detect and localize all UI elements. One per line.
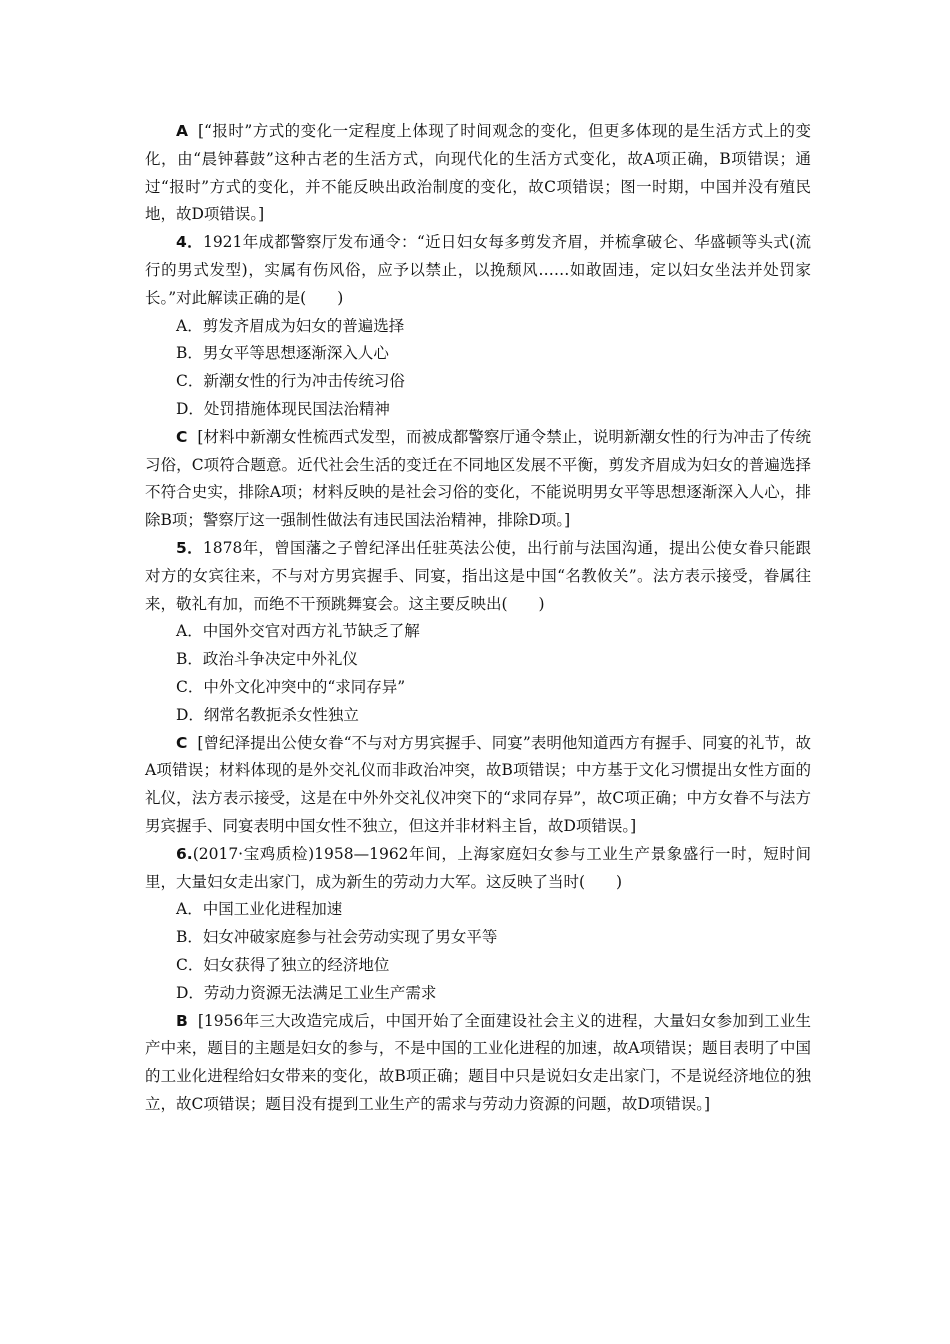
question-4 [145,229,811,312]
option-a: A．中国外交官对西方礼节缺乏了解 [176,622,420,641]
option-d: D．纲常名教扼杀女性独立 [176,705,359,724]
question-number: 5． [176,538,203,557]
explanation-text: [1956年三大改造完成后，中国开始了全面建设社会主义的进程，大量妇女参加到工业生产中来，题目的主题是妇女的参与，不是中国的工业化进程的加速，故A项错误；题目表明了中国的工业化进程给妇女带来的变化，故B项正确；题目中只是说妇女走出家门，不是说经济地位的独立，故C项错误；题目没有提到工业生产的需求与劳动力资源的问题，故D项错误。] [145,1011,811,1113]
explanation-text: [曾纪泽提出公使女眷“不与对方男宾握手、同宴”表明他知道西方有握手、同宴的礼节，故A项错误；材料体现的是外交礼仪而非政治冲突，故B项错误；中方基于文化习惯提出女性方面的礼仪，法方表示接受，这是在中外外交礼仪冲突下的“求同存异”，故C项正确；中方女眷不与法方男宾握手、同宴表明中国女性不独立，但这并非材料主旨，故D项错误。] [145,733,811,835]
option-d: D．处罚措施体现民国法治精神 [176,399,390,418]
question-text: (2017·宝鸡质检)1958—1962年间，上海家庭妇女参与工业生产景象盛行一时，短时间里，大量妇女走出家门，成为新生的劳动力大军。这反映了当时( ) [145,844,811,891]
question-number: 4． [176,233,203,252]
option-a: A．中国工业化进程加速 [176,900,343,919]
option-d: D．劳动力资源无法满足工业生产需求 [176,983,437,1002]
question-5 [145,535,811,618]
option-c: C．中外文化冲突中的“求同存异” [176,677,406,696]
question-text: 1878年，曾国藩之子曾纪泽出任驻英法公使，出行前与法国沟通，提出公使女眷只能跟对方的女宾往来，不与对方男宾握手、同宴，指出这是中国“名教攸关”。法方表示接受，眷属往来，敬礼有加，而绝不干预跳舞宴会。这主要反映出( ) [145,538,811,613]
option-b: B．妇女冲破家庭参与社会劳动实现了男女平等 [176,928,498,947]
answer-explanation-q4 [145,424,811,535]
answer-letter: B [176,1011,188,1030]
answer-explanation-q5 [145,730,811,841]
answer-explanation-q6 [145,1008,811,1119]
option-c: C．新潮女性的行为冲击传统习俗 [176,372,405,391]
answer-letter: C [176,427,188,446]
explanation-text: [材料中新潮女性梳西式发型，而被成都警察厅通令禁止，说明新潮女性的行为冲击了传统习俗，C项符合题意。近代社会生活的变迁在不同地区发展不平衡，剪发齐眉成为妇女的普遍选择不符合史实，排除A项；材料反映的是社会习俗的变化，不能说明男女平等思想逐渐深入人心，排除B项；警察厅这一强制性做法有违民国法治精神，排除D项。] [145,427,811,530]
document-body [145,118,811,1119]
explanation-text: [“报时”方式的变化一定程度上体现了时间观念的变化，但更多体现的是生活方式上的变化，由“晨钟暮鼓”这种古老的生活方式，向现代化的生活方式变化，故A项正确，B项错误；通过“报时”方式的变化，并不能反映出政治制度的变化，故C项错误；图一时期，中国并没有殖民地，故D项错误。] [145,122,811,224]
option-b: B．政治斗争决定中外礼仪 [176,650,358,669]
answer-letter: C [176,733,188,752]
answer-letter: A [176,122,188,140]
question-6 [145,841,811,897]
question-number: 6. [176,844,193,863]
option-c: C．妇女获得了独立的经济地位 [176,955,390,974]
answer-explanation-q3 [145,118,811,229]
question-text: 1921年成都警察厅发布通令：“近日妇女每多剪发齐眉，并梳拿破仑、华盛顿等头式(流行的男式发型)，实属有伤风俗，应予以禁止，以挽颓风……如敢固违，定以妇女坐法并处罚家长。”对此解读正确的是( ) [145,233,811,307]
option-b: B．男女平等思想逐渐深入人心 [176,344,389,363]
option-a: A．剪发齐眉成为妇女的普遍选择 [176,316,405,335]
